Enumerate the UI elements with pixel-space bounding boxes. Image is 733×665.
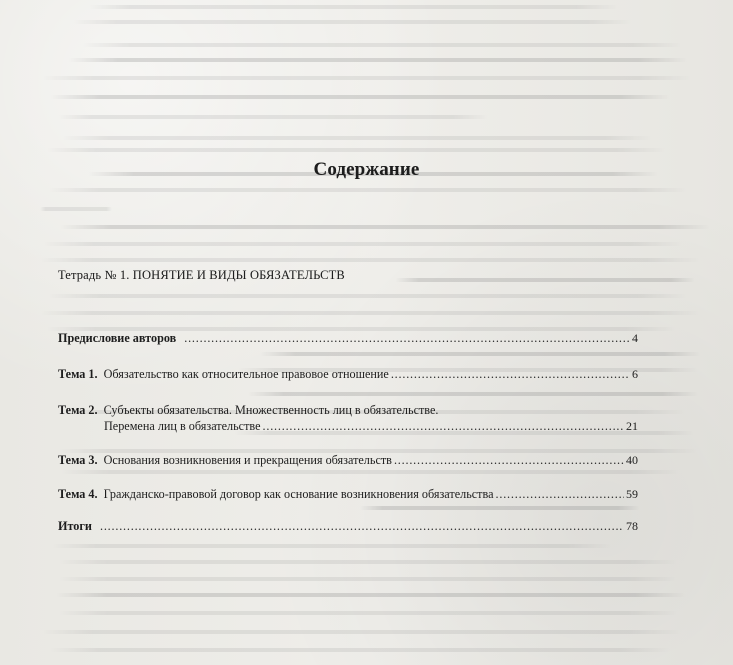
toc-label: Тема 3. bbox=[58, 453, 98, 467]
bleed-line bbox=[40, 311, 700, 315]
bleed-line bbox=[58, 115, 488, 119]
toc-entry-topic-3 bbox=[58, 452, 638, 468]
toc-line bbox=[58, 402, 638, 418]
toc-continuation-line bbox=[58, 418, 638, 434]
bleed-line bbox=[60, 470, 680, 474]
bleed-line bbox=[46, 148, 666, 152]
toc-line bbox=[58, 486, 638, 502]
toc-title: Субъекты обязательства. Множественность лиц в обязательстве. bbox=[103, 403, 439, 417]
toc-title: Гражданско-правовой договор как основание возникновения обязательства bbox=[103, 487, 494, 501]
leader-dots bbox=[394, 452, 624, 468]
toc-line bbox=[58, 452, 638, 468]
bleed-line bbox=[88, 5, 618, 9]
bleed-line bbox=[248, 392, 698, 396]
bleed-line bbox=[60, 225, 710, 229]
toc-line bbox=[58, 518, 638, 534]
bleed-line bbox=[62, 136, 652, 140]
toc-entry-topic-4 bbox=[58, 486, 638, 502]
bleed-line bbox=[82, 43, 682, 47]
document-title: Содержание bbox=[313, 159, 420, 180]
bleed-line bbox=[58, 577, 678, 581]
bleed-line bbox=[48, 294, 688, 298]
bleed-line bbox=[260, 352, 700, 356]
page-number: 59 bbox=[626, 487, 638, 501]
bleed-line bbox=[42, 630, 682, 634]
bleed-line bbox=[48, 188, 688, 192]
toc-continuation: Перемена лиц в обязательстве bbox=[104, 419, 261, 433]
bleed-line bbox=[58, 560, 678, 564]
leader-dots bbox=[496, 486, 625, 502]
toc-title: Обязательство как относительное правовое отношение bbox=[103, 367, 389, 381]
bleed-line bbox=[360, 506, 640, 510]
toc-title: Основания возникновения и прекращения обязательств bbox=[103, 453, 392, 467]
leader-dots bbox=[263, 418, 625, 434]
page-number: 40 bbox=[626, 453, 638, 467]
bleed-line bbox=[40, 207, 112, 211]
toc-label: Тема 4. bbox=[58, 487, 98, 501]
toc-entry-results bbox=[58, 518, 638, 534]
bleed-line bbox=[52, 544, 612, 548]
bleed-line bbox=[56, 593, 686, 597]
toc-line bbox=[58, 366, 638, 382]
notebook-heading: Тетрадь № 1. ПОНЯТИЕ И ВИДЫ ОБЯЗАТЕЛЬСТВ bbox=[58, 268, 345, 282]
page-number: 6 bbox=[632, 367, 638, 381]
toc-label: Предисловие авторов bbox=[58, 331, 177, 345]
bleed-line bbox=[50, 648, 670, 652]
toc-label: Итоги bbox=[58, 519, 92, 533]
leader-dots bbox=[184, 330, 630, 346]
toc-label: Тема 2. bbox=[58, 403, 98, 417]
bleed-line bbox=[68, 58, 688, 62]
leader-dots bbox=[391, 366, 630, 382]
toc-entry-topic-1 bbox=[58, 366, 638, 382]
leader-dots bbox=[100, 518, 624, 534]
toc-label: Тема 1. bbox=[58, 367, 98, 381]
page-number: 21 bbox=[626, 419, 638, 433]
page-number: 4 bbox=[632, 331, 638, 345]
bleed-line bbox=[72, 20, 632, 24]
bleed-line bbox=[50, 95, 670, 99]
bleed-line bbox=[42, 76, 692, 80]
toc-line bbox=[58, 330, 638, 346]
toc-entry-preface bbox=[58, 330, 638, 346]
page-number: 78 bbox=[626, 519, 638, 533]
bleed-line bbox=[40, 258, 700, 262]
toc-entry-topic-2 bbox=[58, 402, 638, 434]
bleed-line bbox=[395, 278, 695, 282]
bleed-line bbox=[58, 611, 678, 615]
bleed-line bbox=[43, 242, 683, 246]
